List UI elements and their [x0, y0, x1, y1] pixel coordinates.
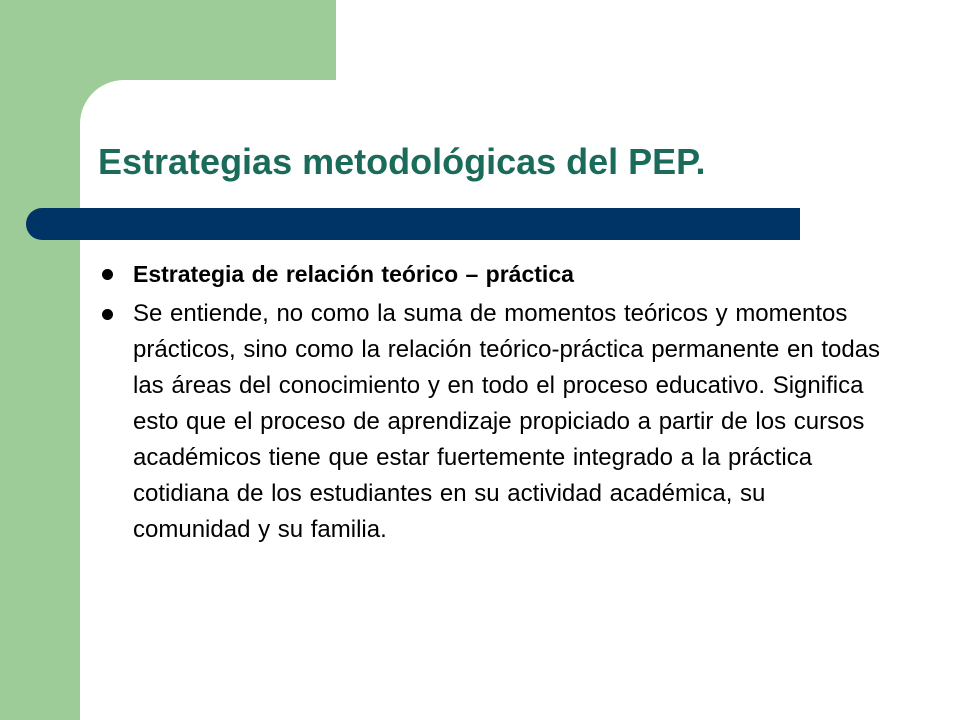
bullet-item-2 [100, 296, 890, 548]
bullet-dot-icon [102, 309, 113, 320]
slide-title: Estrategias metodológicas del PEP. [98, 141, 706, 182]
bullet-item-1 [100, 256, 890, 292]
title-underline-bar [26, 208, 800, 240]
bullet-text: Estrategia de relación teórico – práctica [133, 261, 574, 287]
bullet-dot-icon [102, 269, 113, 280]
bullet-list [100, 256, 890, 552]
bullet-text: Se entiende, no como la suma de momentos teóricos y momentos prácticos, sino como la relación teórico-práctica permanente en todas las áreas del conocimiento y en todo el proceso educativo. Significa esto que el proceso de aprendizaje propiciado a partir de los cursos académicos tiene que estar fuertemente integrado a la práctica cotidiana de los estudiantes en su actividad académica, su comunidad y su familia. [133, 300, 881, 543]
